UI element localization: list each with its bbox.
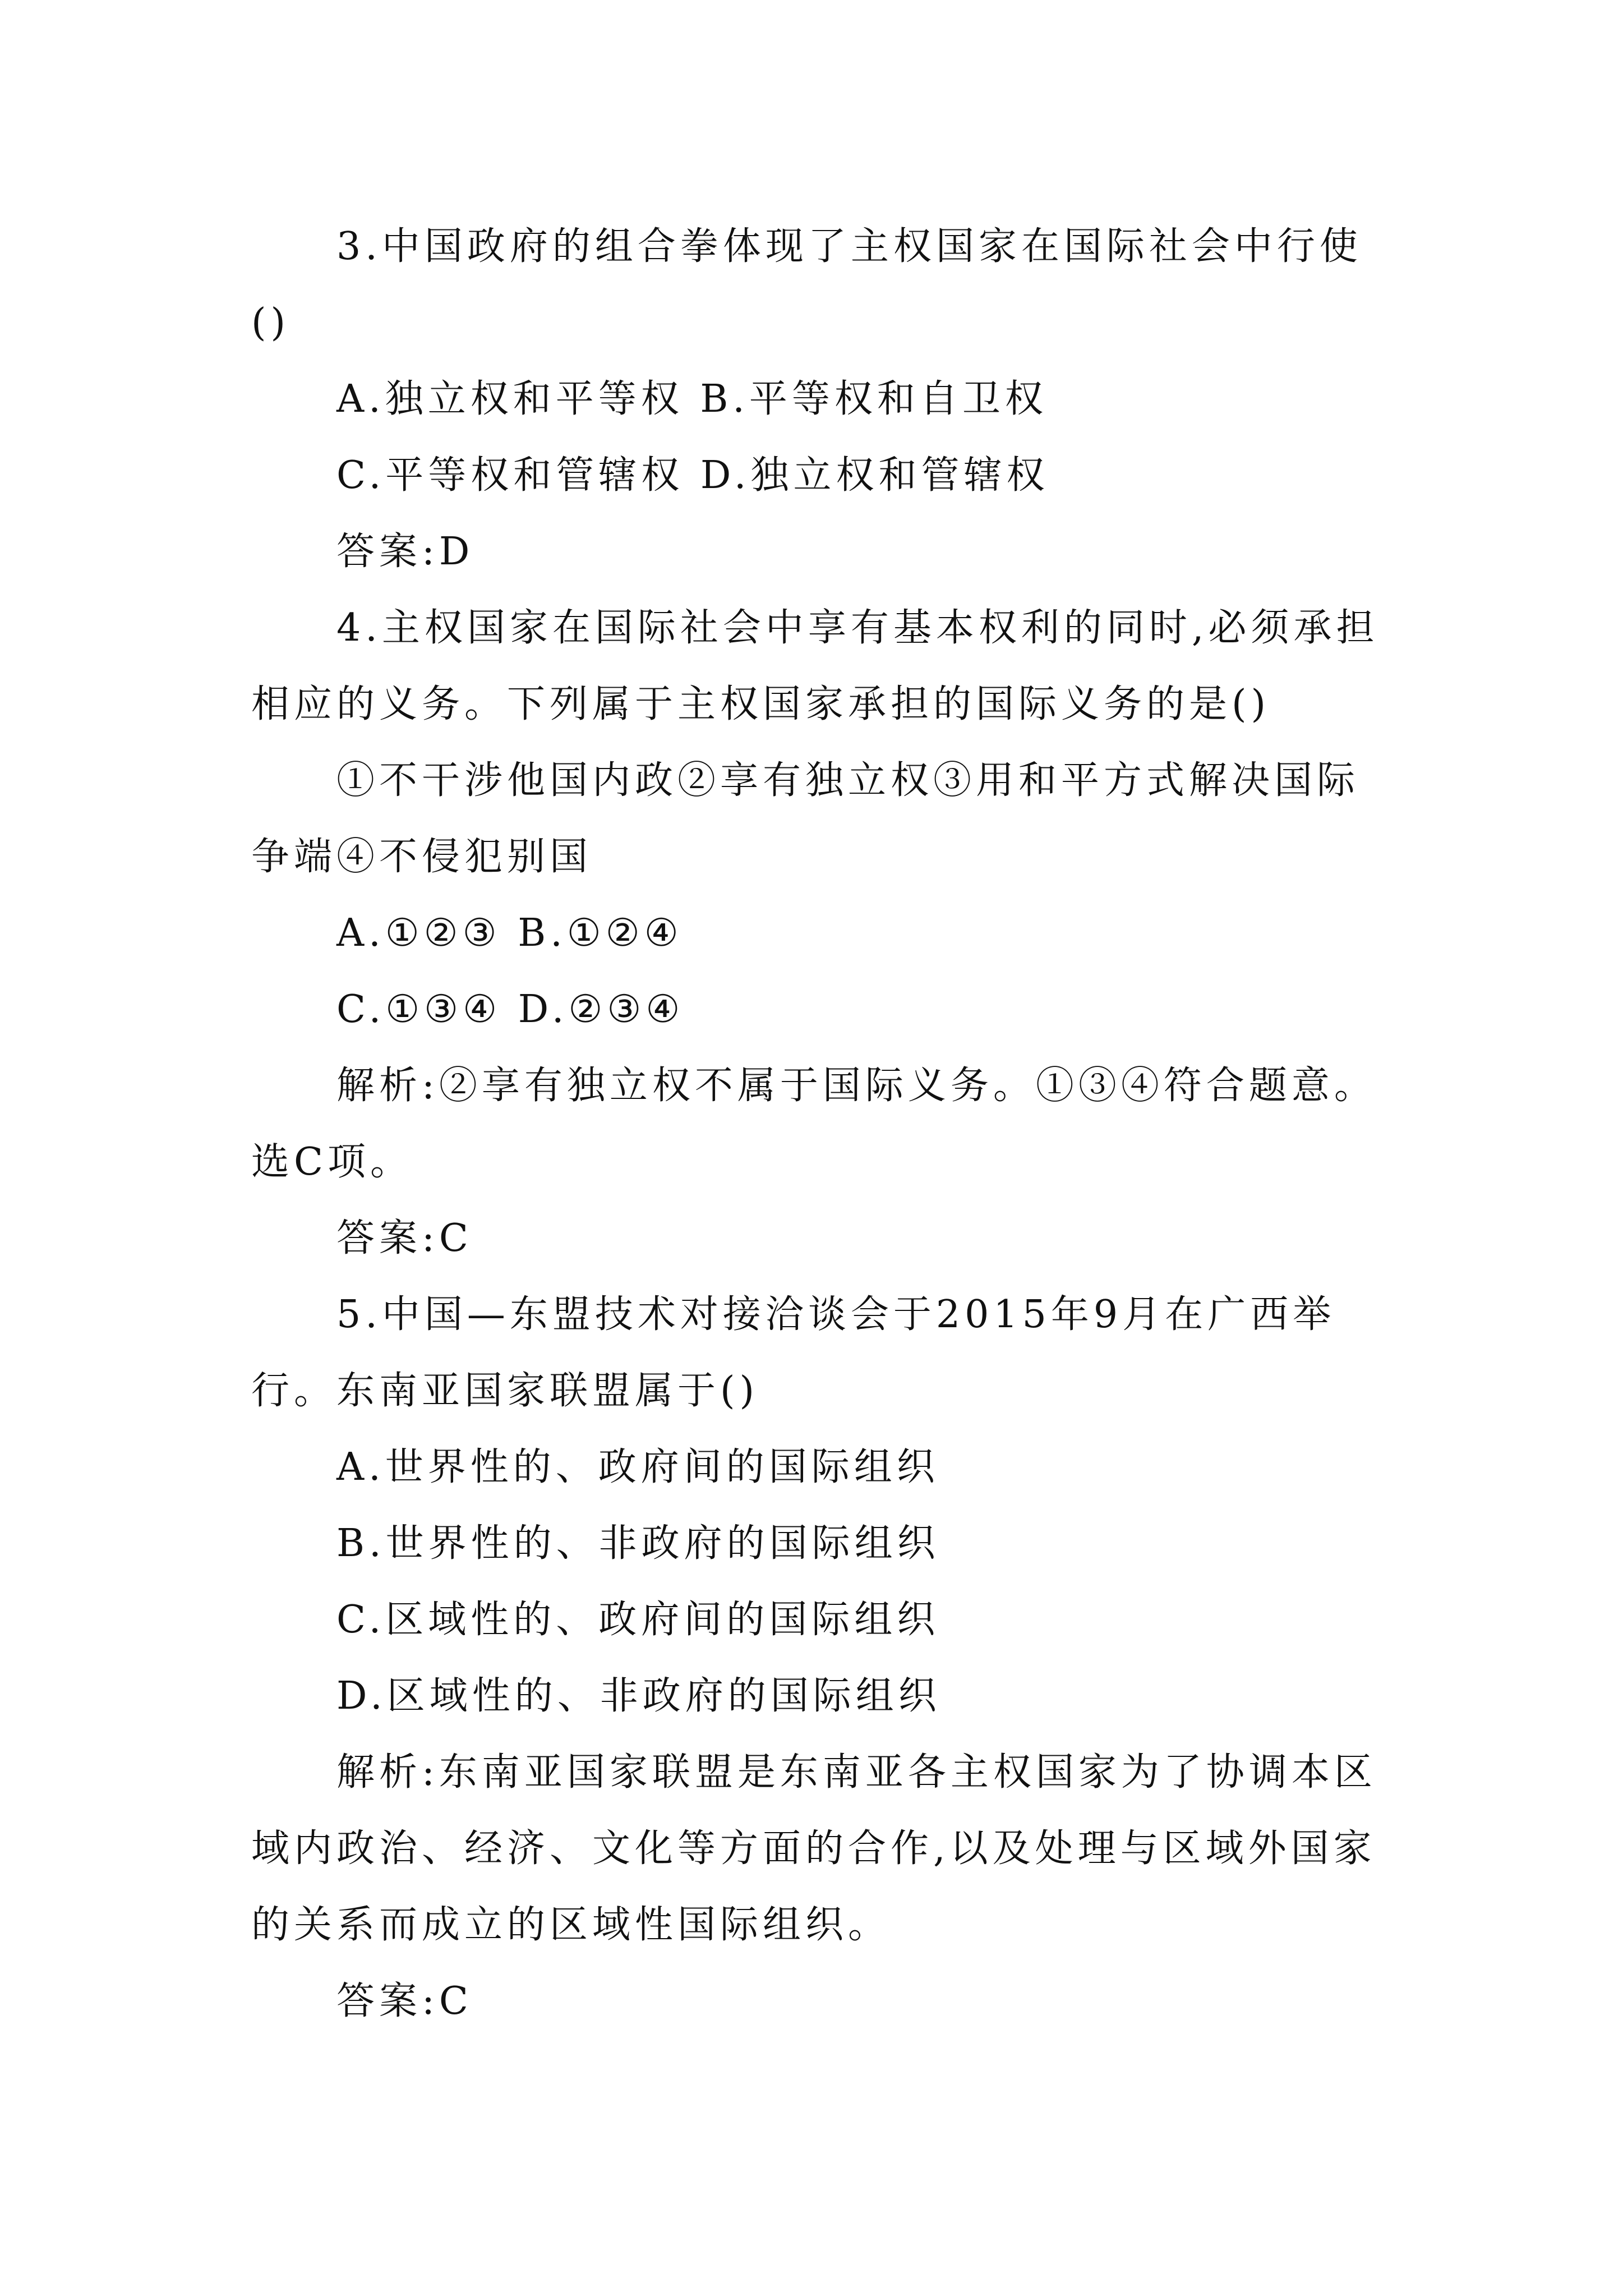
question-5-option-d: D.区域性的、非政府的国际组织 xyxy=(336,1674,941,1718)
question-5-option-c: C.区域性的、政府间的国际组织 xyxy=(336,1598,940,1642)
question-3-options-ab: A.独立权和平等权 B.平等权和自卫权 xyxy=(336,377,1048,421)
question-5-option-a: A.世界性的、政府间的国际组织 xyxy=(336,1445,939,1489)
question-4-statements: ①不干涉他国内政②享有独立权③用和平方式解决国际争端④不侵犯别国 xyxy=(251,758,1360,879)
question-5-answer: 答案:C xyxy=(336,1979,473,2023)
question-3-answer: 答案:D xyxy=(336,530,474,574)
question-3-options-cd: C.平等权和管辖权 D.独立权和管辖权 xyxy=(336,453,1049,498)
question-5-option-b: B.世界性的、非政府的国际组织 xyxy=(336,1521,940,1566)
question-3-stem: 3.中国政府的组合拳体现了主权国家在国际社会中行使() xyxy=(251,224,1362,345)
question-4-options-ab: A.①②③ B.①②④ xyxy=(336,911,683,955)
document-body xyxy=(251,209,1395,2040)
question-4-answer: 答案:C xyxy=(336,1216,473,1260)
question-4-options-cd: C.①③④ D.②③④ xyxy=(336,987,685,1032)
question-5-analysis: 解析:东南亚国家联盟是东南亚各主权国家为了协调本区域内政治、经济、文化等方面的合作,以及处理与区域外国家的关系而成立的区域性国际组织。 xyxy=(251,1750,1377,1947)
question-4-analysis: 解析:②享有独立权不属于国际义务。①③④符合题意。选C项。 xyxy=(251,1064,1377,1184)
question-4-stem: 4.主权国家在国际社会中享有基本权利的同时,必须承担相应的义务。下列属于主权国家承担的国际义务的是() xyxy=(251,606,1379,726)
question-5-stem: 5.中国—东盟技术对接洽谈会于2015年9月在广西举行。东南亚国家联盟属于() xyxy=(251,1292,1336,1413)
